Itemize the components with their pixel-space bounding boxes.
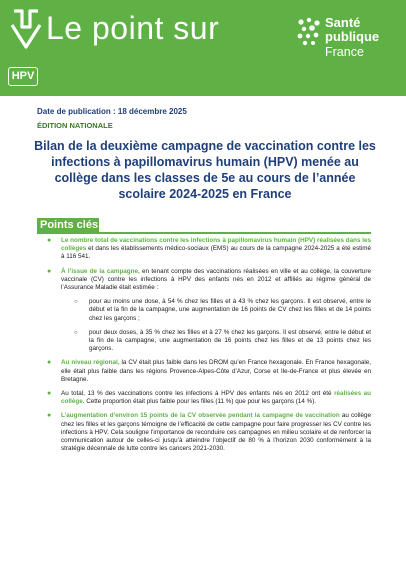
bullet-icon: ●	[47, 267, 52, 275]
key-point-2	[37, 268, 371, 354]
point-highlight: Au niveau régional,	[61, 359, 120, 367]
point-text: la CV était plus faible dans les DROM qu’en France hexagonale. En France hexagonale, elle était plus faible dans les régions Provence-Alpes-Côte d’Azur, Corse et Ile-de-France et plus élevée en Bretagne.	[61, 359, 371, 383]
sub-point-text: pour deux doses, à 35 % chez les filles et à 27 % chez les garçons. Il est observé, entre le début et la fin de la campagne, une augmentation de 16 points chez les filles et de 13 points chez les garçons.	[89, 328, 371, 353]
brand-line-3: France	[325, 45, 364, 59]
hollow-bullet-icon: ○	[74, 329, 78, 336]
section-divider	[37, 232, 371, 234]
down-arrow-icon	[8, 7, 44, 51]
brand-dots-icon	[296, 16, 322, 48]
point-highlight: L’augmentation d’environ 15 points de la CV observée pendant la campagne de vaccination	[61, 412, 340, 420]
sub-point-1	[37, 298, 371, 323]
document-title: Bilan de la deuxième campagne de vaccination contre les infections à papillomavirus humain (HPV) menée au collège dans les classes de 5e au cours de l’année scolaire 2024-2025 en France	[34, 139, 376, 201]
brand-logo	[296, 14, 400, 70]
sub-point-text: pour au moins une dose, à 54 % chez les filles et à 43 % chez les garçons. Il est observé, entre le début et la fin de la campagne, une augmentation de 16 points de CV chez les filles et de 14 points chez les garçons ;	[89, 298, 371, 322]
header-banner	[0, 0, 406, 96]
key-points-list	[37, 237, 371, 459]
key-point-1	[37, 237, 371, 262]
bullet-icon: ●	[47, 390, 52, 398]
key-point-5	[37, 412, 371, 453]
section-heading-key-points: Points clés	[37, 218, 99, 233]
key-point-3	[37, 359, 371, 384]
edition-label: ÉDITION NATIONALE	[37, 121, 113, 130]
point-highlight: Le nombre total de vaccinations contre les infections à papillomavirus humain (HPV) réalisées dans les collèges	[61, 237, 371, 253]
bullet-icon: ●	[47, 412, 52, 420]
point-text: Cette proportion était plus faible pour les filles (11 %) que pour les garçons (14 %).	[84, 398, 317, 406]
key-point-4	[37, 390, 371, 406]
bullet-icon: ●	[47, 237, 52, 244]
point-highlight: réalisées au collège.	[61, 390, 371, 406]
point-text: et dans les établissements médico-sociaux (EMS) au cours de la campagne 2024-2025 a été estimé à 116 541.	[61, 245, 371, 261]
hpv-badge: HPV	[8, 67, 38, 86]
point-pre-text: Au total, 13 % des vaccinations contre les infections à HPV des enfants nés en 2012 ont été	[61, 390, 335, 398]
brand-line-1: Santé	[325, 15, 361, 30]
publication-date: Date de publication : 18 décembre 2025	[37, 107, 187, 116]
point-text: en tenant compte des vaccinations réalisées en ville et au collège, la couverture vaccinale (CV) contre les infections à HPV des enfants nés en 2012 et affiliés au régime général de l’Assurance Maladie était estimée :	[61, 267, 371, 292]
hollow-bullet-icon: ○	[74, 299, 78, 306]
header-title: Le point sur	[46, 10, 220, 46]
point-text: au collège chez les filles et les garçons témoigne de l’efficacité de cette campagne pour faire progresser les CV contre les infections à HPV. Cela souligne l’importance de reconduire ces campagnes en milieu scolaire et de renforcer la communication autour de celles-ci jusqu’à atteindre l’objectif de 80 % à l’horizon 2030 conformément à la stratégie décennale de lutte contre les cancers 2021-2030.	[61, 412, 371, 453]
point-highlight: À l’issue de la campagne,	[61, 267, 140, 275]
brand-line-2: publique	[325, 29, 380, 44]
sub-point-2	[37, 329, 371, 354]
bullet-icon: ●	[47, 359, 52, 367]
